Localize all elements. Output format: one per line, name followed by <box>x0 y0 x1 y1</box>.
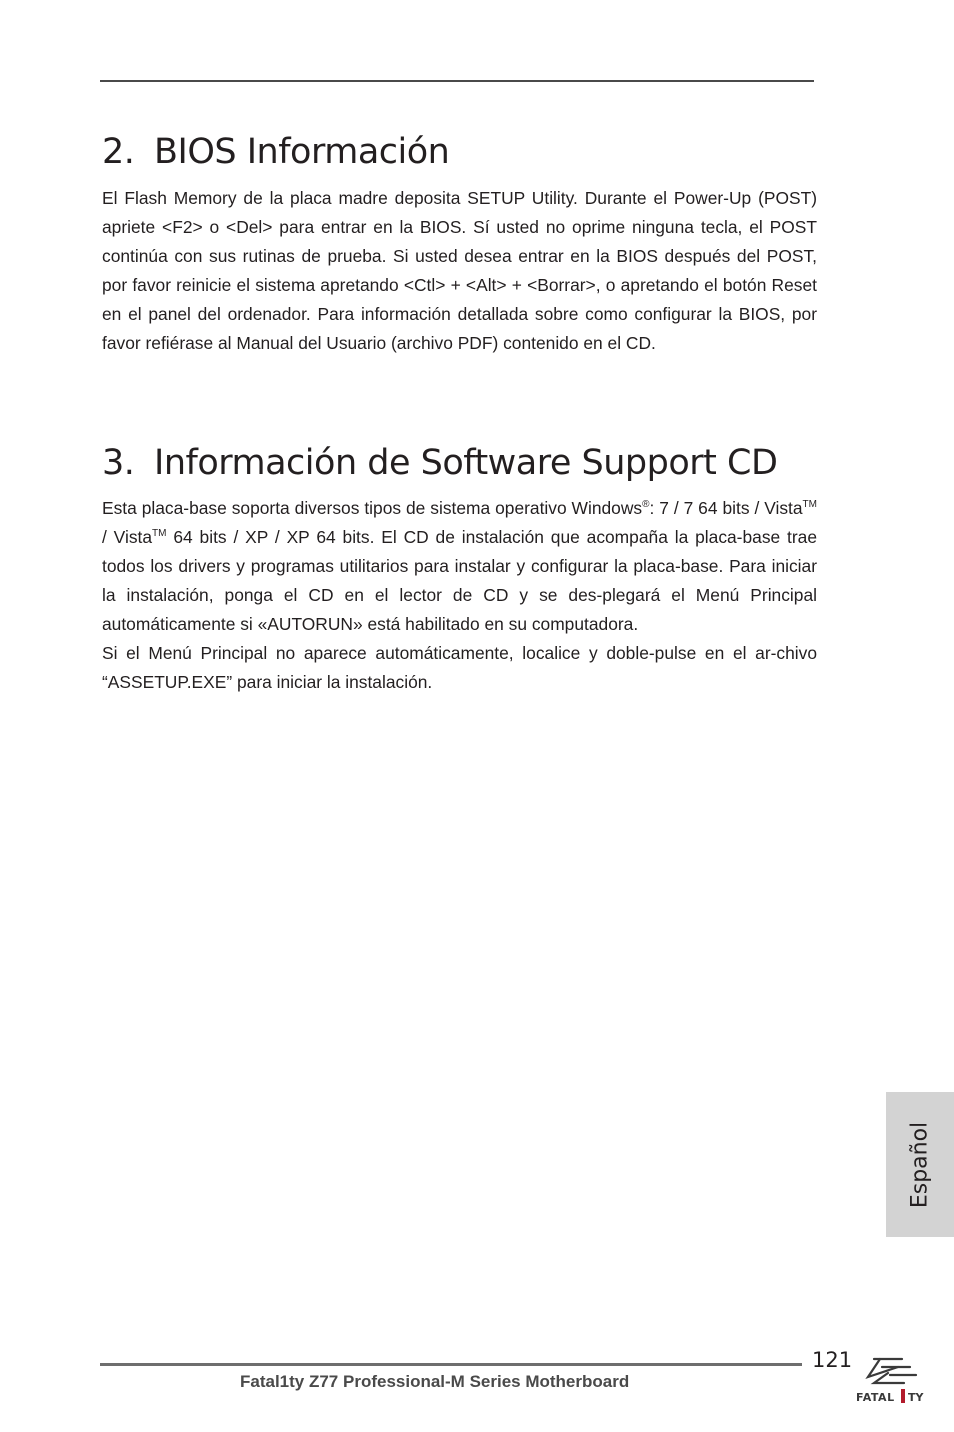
cd-text-part: 64 bits / XP / XP 64 bits. El CD de instalación que acompaña la placa-base trae todos los drivers y programas utilitarios para instalar y configurar la placa-base. Para iniciar la instalación, ponga el CD en el lector de CD y se des-plegará el Menú Principal automáticamente si «AUTORUN» está habilitado en su computadora. <box>102 527 818 634</box>
top-divider <box>100 80 814 82</box>
page-number: 121 <box>812 1348 853 1372</box>
trademark-mark: TM <box>802 499 817 511</box>
heading-cd-number: 3. <box>102 443 135 483</box>
bottom-divider <box>100 1363 802 1366</box>
heading-cd-title: Información de Software Support CD <box>154 443 778 483</box>
heading-bios-number: 2. <box>102 132 135 172</box>
svg-text:FATAL: FATAL <box>856 1391 895 1404</box>
software-cd-paragraph-2: Si el Menú Principal no aparece automáticamente, localice y doble-pulse en el ar-chivo “ASSETUP.EXE” para iniciar la instalación. <box>102 643 817 692</box>
svg-text:TY: TY <box>908 1391 924 1404</box>
cd-text-part: / Vista <box>102 527 153 547</box>
language-tab-label: Español <box>907 1121 933 1208</box>
fatal1ty-logo-icon <box>852 1353 932 1409</box>
bios-paragraph: El Flash Memory de la placa madre deposita SETUP Utility. Durante el Power-Up (POST) apriete <F2> o <Del> para entrar en la BIOS. Sí usted no oprime ninguna tecla, el POST continúa con sus rutinas de prueba. Si usted desea entrar en la BIOS después del POST, por favor reinicie el sistema apretando <Ctl> + <Alt> + <Borrar>, o apretando el botón Reset en el panel del ordenador. Para información detallada sobre como configurar la BIOS, por favor refiérase al Manual del Usuario (archivo PDF) contenido en el CD. <box>102 188 817 353</box>
software-cd-body <box>102 494 817 697</box>
registered-mark: ® <box>642 499 650 511</box>
language-tab <box>886 1092 954 1237</box>
cd-text-part: : 7 / 7 64 bits / Vista <box>649 498 803 518</box>
trademark-mark: TM <box>152 528 167 540</box>
software-cd-paragraph-1 <box>102 494 817 639</box>
heading-bios-title: BIOS Información <box>154 132 450 172</box>
cd-text-part: Esta placa-base soporta diversos tipos de sistema operativo Windows <box>102 498 643 518</box>
heading-bios <box>102 132 449 172</box>
heading-software-cd <box>102 443 777 483</box>
footer-title: Fatal1ty Z77 Professional-M Series Motherboard <box>240 1372 630 1391</box>
